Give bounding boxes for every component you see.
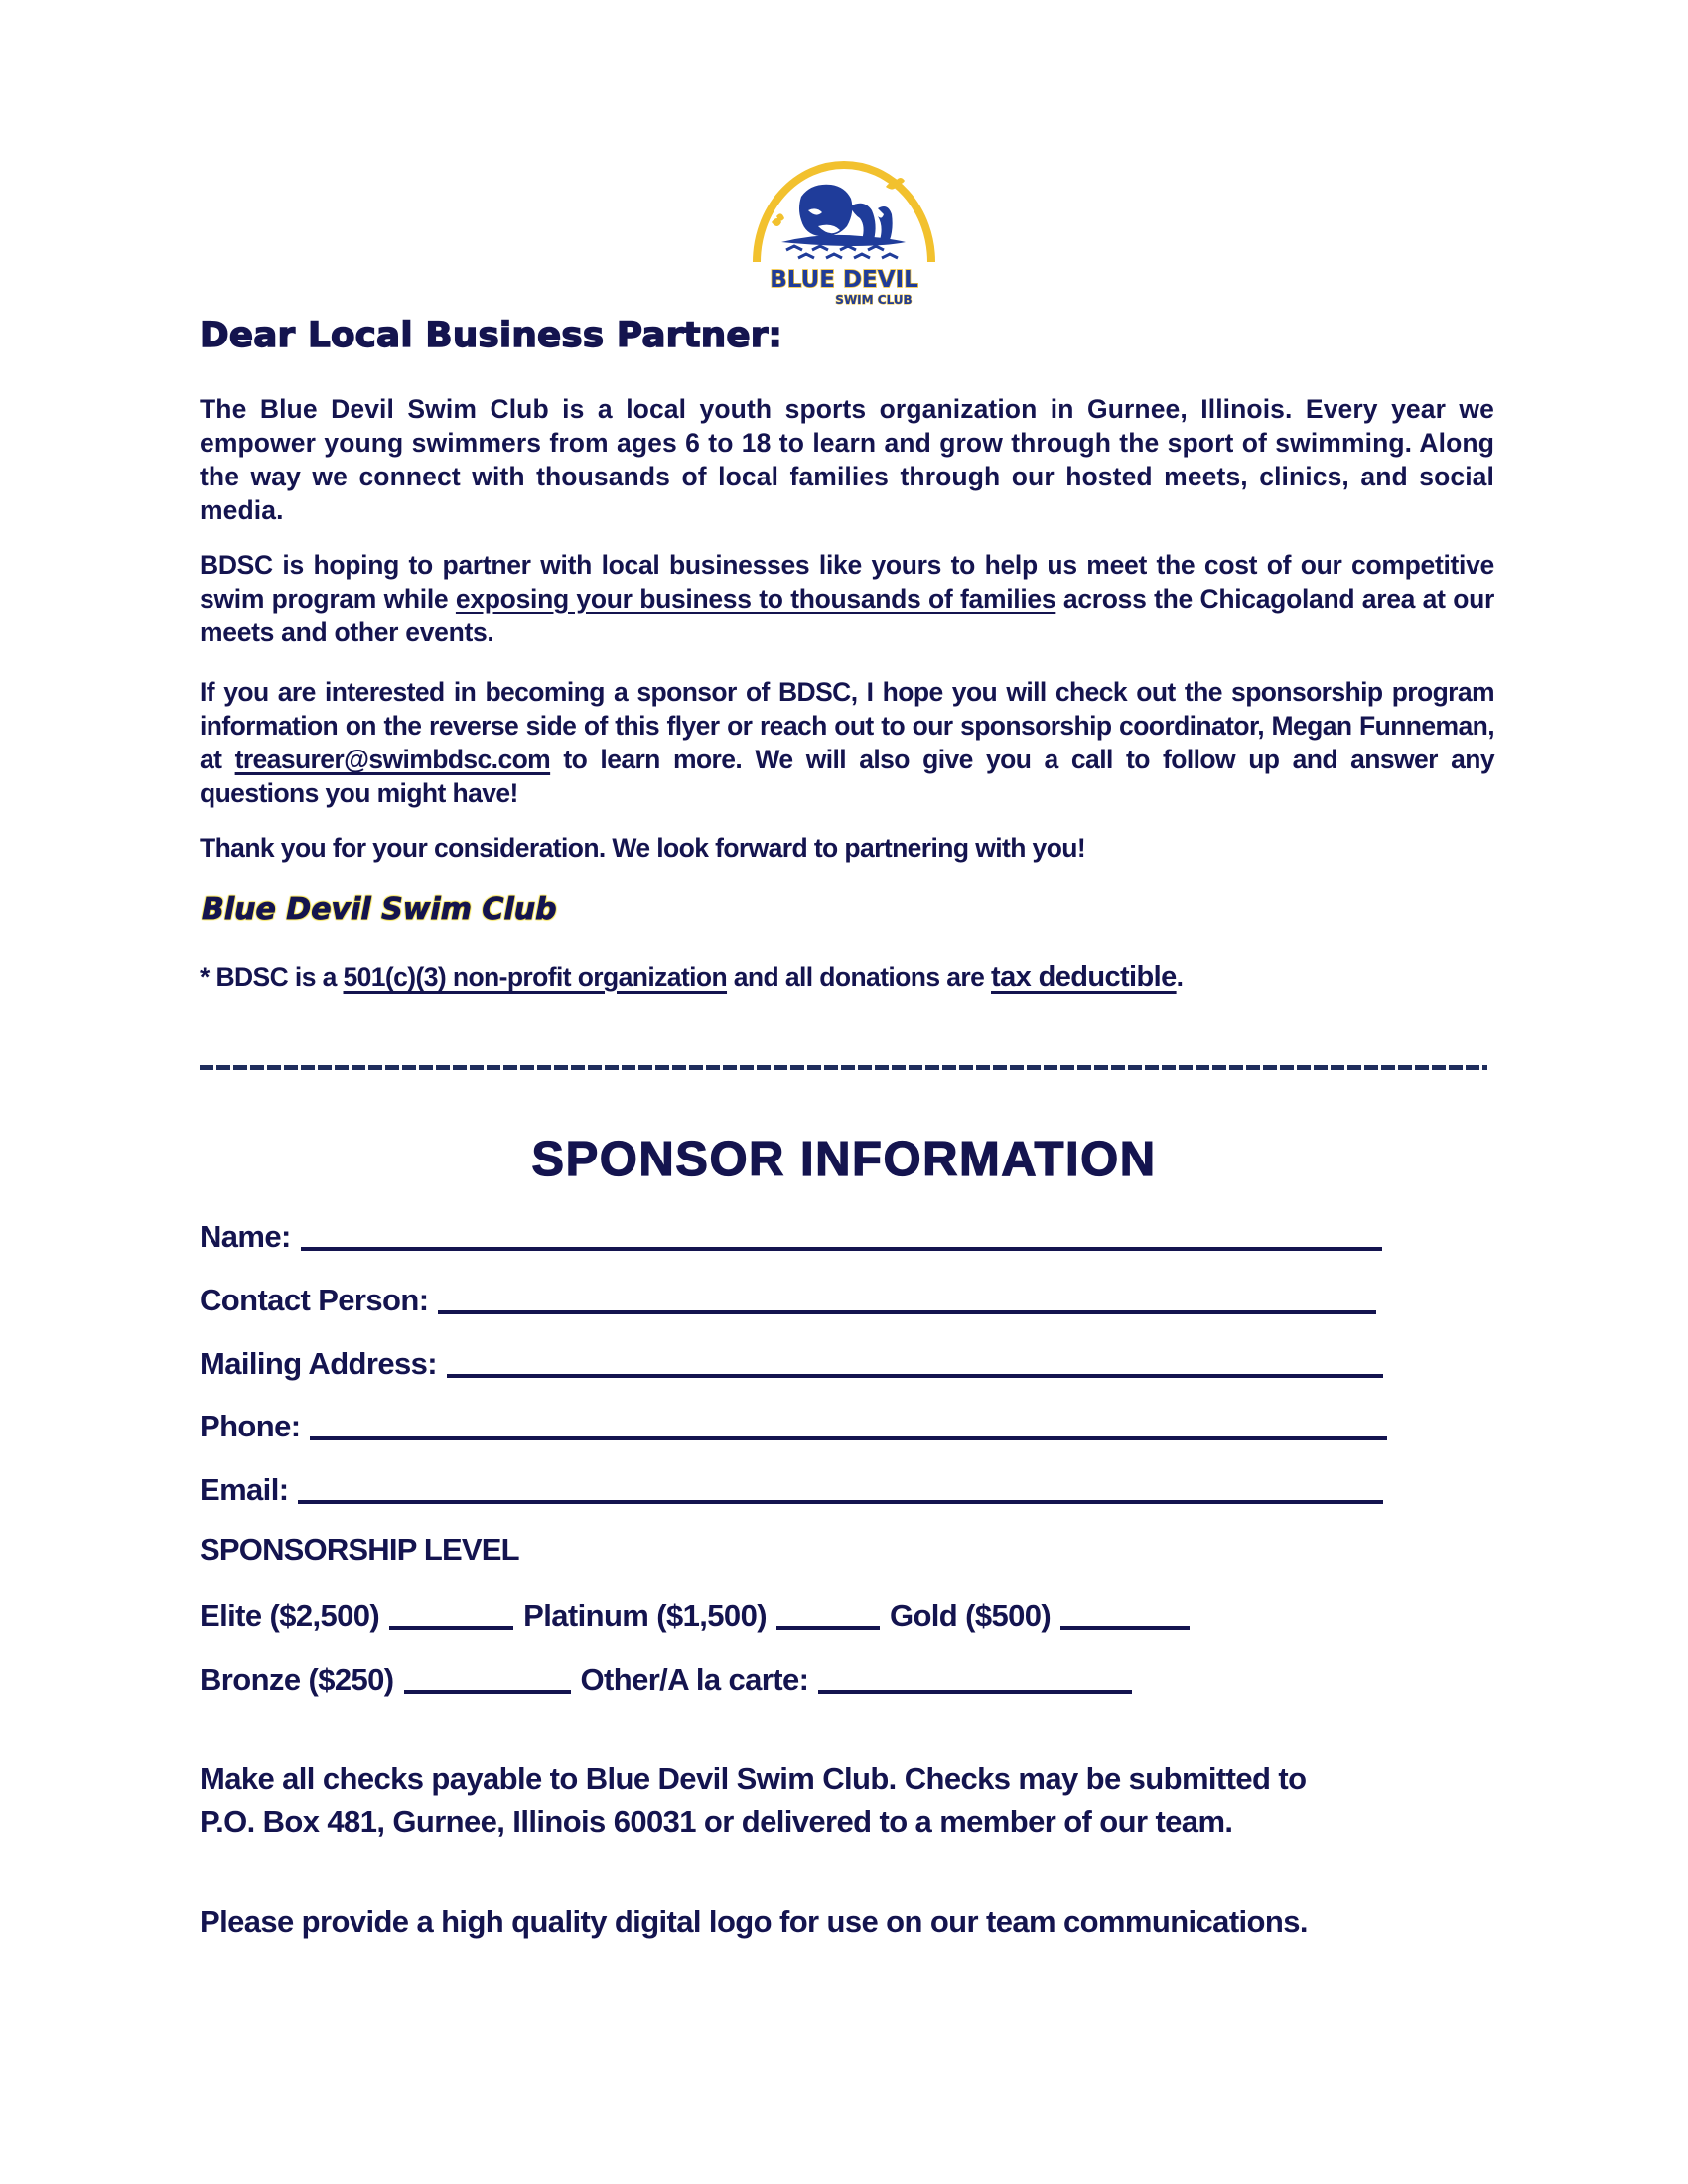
email-field[interactable] <box>200 1468 1383 1508</box>
club-logo <box>747 145 941 309</box>
name-field[interactable] <box>200 1215 1382 1255</box>
field-label: Email: <box>200 1472 289 1507</box>
field-label: Contact Person: <box>200 1283 429 1317</box>
level-bronze-input-line[interactable] <box>404 1690 571 1694</box>
level-other-label: Other/A la carte: <box>580 1662 809 1697</box>
logo-request: Please provide a high quality digital logo for use on our team communications. <box>200 1904 1308 1939</box>
blue-devil-logo-graphic <box>747 145 941 309</box>
paragraph-text: BDSC is hoping to partner with local businesses like yours to help us meet the cost of our competitive swim program while <box>200 550 1494 614</box>
email-input-line[interactable] <box>298 1500 1383 1504</box>
contact-person-field[interactable] <box>200 1279 1376 1318</box>
sponsorship-level-title: SPONSORSHIP LEVEL <box>200 1532 519 1567</box>
name-input-line[interactable] <box>301 1247 1382 1251</box>
nonprofit-status: 501(c)(3) non-profit organization <box>343 962 728 992</box>
paragraph-text: to learn more. We will also give you a call to follow up and answer any questions you might have! <box>200 745 1494 808</box>
mailing-address-field[interactable] <box>200 1342 1383 1382</box>
level-elite-label: Elite ($2,500) <box>200 1598 380 1633</box>
letter-paragraph-contact <box>200 675 1494 810</box>
sponsorship-level-row-1 <box>200 1594 1199 1634</box>
letter-paragraph-intro: The Blue Devil Swim Club is a local youth sports organization in Gurnee, Illinois. Every year we empower young swimmers from ages 6 to 18 to learn and grow through the sport of swimming. Along the way we connect with thousands of local families through our hosted meets, clinics, and social media. <box>200 394 1494 525</box>
checks-instructions <box>200 1757 1306 1843</box>
logo-text-blue-devil: BLUE DEVIL <box>770 267 918 293</box>
sponsor-information-title: SPONSOR INFORMATION <box>531 1133 1157 1186</box>
cut-line-divider <box>200 1065 1487 1070</box>
letter-paragraph-partnership <box>200 548 1494 649</box>
level-other-input-line[interactable] <box>818 1690 1132 1694</box>
nonprofit-footnote <box>200 961 1183 994</box>
footnote-text: and all donations are <box>727 962 992 992</box>
logo-text-swim-club: SWIM CLUB <box>835 293 913 307</box>
phone-input-line[interactable] <box>310 1436 1387 1440</box>
contact-person-input-line[interactable] <box>438 1310 1376 1314</box>
letter-greeting: Dear Local Business Partner: <box>200 316 783 355</box>
underlined-emphasis: exposing your business to thousands of families <box>455 584 1056 614</box>
level-bronze-label: Bronze ($250) <box>200 1662 394 1697</box>
field-label: Mailing Address: <box>200 1346 438 1381</box>
paragraph-text: across the Chicagoland area at our meets and other events. <box>200 584 1494 647</box>
footnote-text: * BDSC is a <box>200 962 344 992</box>
phone-field[interactable] <box>200 1405 1387 1444</box>
level-gold-label: Gold ($500) <box>889 1598 1052 1633</box>
letter-signature: Blue Devil Swim Club <box>202 892 557 927</box>
level-platinum-input-line[interactable] <box>776 1626 880 1630</box>
email-link[interactable]: treasurer@swimbdsc.com <box>234 745 551 774</box>
mailing-address-input-line[interactable] <box>447 1374 1383 1378</box>
sponsorship-level-row-2 <box>200 1658 1142 1698</box>
level-elite-input-line[interactable] <box>389 1626 513 1630</box>
letter-thank-you: Thank you for your consideration. We look forward to partnering with you! <box>200 833 1086 863</box>
footnote-text: . <box>1176 962 1184 992</box>
paragraph-text: If you are interested in becoming a sponsor of BDSC, I hope you will check out the sponsorship program information on the reverse side of this flyer or reach out to our sponsorship coordinator, Megan Funneman, at <box>200 677 1494 774</box>
level-platinum-label: Platinum ($1,500) <box>523 1598 767 1633</box>
checks-line-2: P.O. Box 481, Gurnee, Illinois 60031 or delivered to a member of our team. <box>200 1804 1233 1839</box>
checks-line-1: Make all checks payable to Blue Devil Swim Club. Checks may be submitted to <box>200 1761 1307 1796</box>
tax-deductible: tax deductible <box>991 961 1177 993</box>
field-label: Name: <box>200 1219 291 1254</box>
level-gold-input-line[interactable] <box>1060 1626 1190 1630</box>
field-label: Phone: <box>200 1409 301 1443</box>
